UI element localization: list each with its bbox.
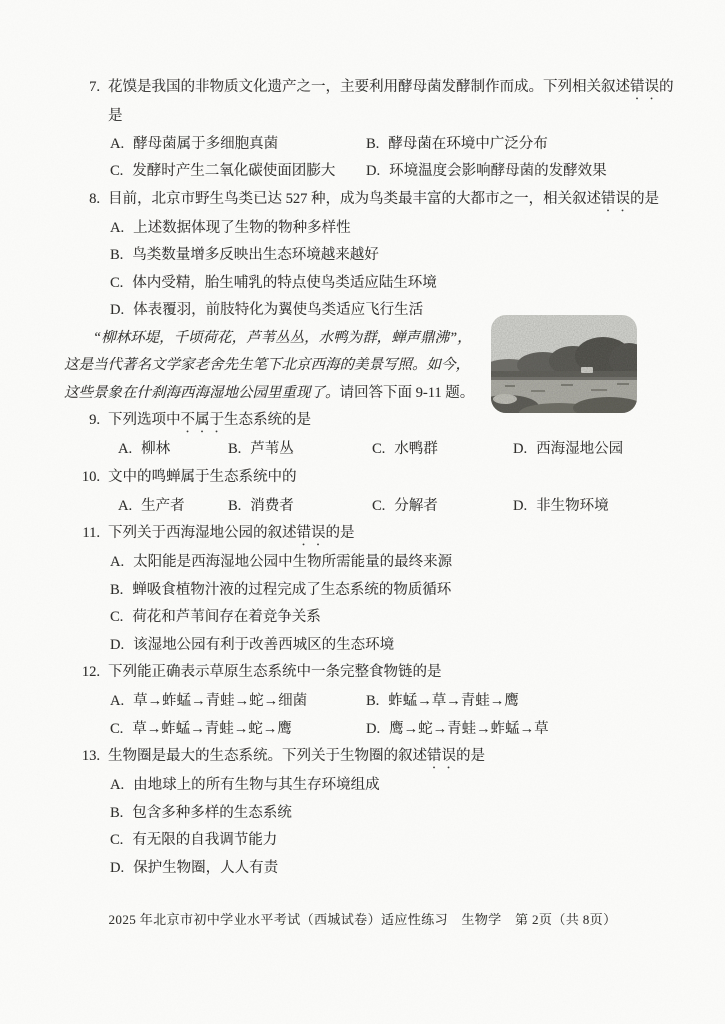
option-c: C. 分解者 [372, 497, 438, 514]
question-7-options [110, 131, 683, 186]
option-d: D. 环境温度会影响酵母菌的发酵效果 [366, 163, 607, 179]
option-d: D. 该湿地公园有利于改善西城区的生态环境 [110, 636, 395, 653]
question-10 [64, 464, 683, 521]
option-b: B. 芦苇丛 [228, 441, 294, 457]
passage-line-2: 这是当代著名文学家老舍先生笔下北京西海的美景写照。如今， [64, 357, 470, 373]
question-7 [64, 74, 683, 186]
question-9 [64, 407, 683, 464]
question-11-stem: 下列关于西海湿地公园的叙述错误的是 [108, 525, 355, 541]
question-8-number: 8. [89, 190, 100, 207]
option-a: A. 生产者 [118, 497, 185, 514]
option-b: B. 包含多种多样的生态系统 [110, 804, 292, 821]
question-9-stem: 下列选项中不属于生态系统的是 [108, 412, 311, 428]
exam-content [64, 74, 683, 882]
question-11 [64, 520, 683, 659]
passage-line-1: “柳林环堤，千顷荷花，芦苇丛丛，水鸭为群，蝉声鼎沸”， [93, 329, 472, 346]
question-10-options [118, 493, 683, 521]
question-13 [64, 743, 683, 882]
question-7-stem: 花馍是我国的非物质文化遗产之一，主要利用酵母菌发酵制作而成。下列相关叙述错误的是 [108, 79, 674, 124]
option-c: C. 水鸭群 [372, 441, 438, 457]
question-8-stem: 目前，北京市野生鸟类已达 527 种，成为鸟类最丰富的大都市之一，相关叙述错误的是 [108, 190, 659, 207]
question-13-stem: 生物圈是最大的生态系统。下列关于生物圈的叙述错误的是 [108, 748, 485, 764]
option-b: B. 酵母菌在环境中广泛分布 [366, 135, 548, 152]
option-a: A. 上述数据体现了生物的物种多样性 [110, 219, 351, 236]
option-a: A. 太阳能是西海湿地公园中生物所需能量的最终来源 [110, 554, 453, 570]
option-a: A. 柳林 [118, 441, 171, 457]
question-12-options [110, 688, 683, 743]
page-footer: 2025 年北京市初中学业水平考试（西城试卷）适应性练习 生物学 第 2页（共 8页） [108, 912, 617, 927]
emphasized-word: 不属于 [180, 412, 224, 428]
question-9-options [118, 436, 683, 464]
question-10-number: 10. [81, 468, 100, 485]
option-d: D. 保护生物圈，人人有责 [110, 859, 279, 876]
question-8 [64, 186, 683, 325]
question-12-number: 12. [81, 664, 100, 680]
option-a: A. 由地球上的所有生物与其生存环境组成 [110, 777, 380, 793]
question-13-number: 13. [81, 748, 100, 764]
option-d: D. 鹰→蛇→青蛙→蚱蜢→草 [366, 720, 549, 737]
question-11-number: 11. [82, 525, 100, 541]
option-b: B. 蚱蜢→草→青蛙→鹰 [366, 693, 519, 709]
wetland-photo [491, 315, 637, 413]
question-12-stem: 下列能正确表示草原生态系统中一条完整食物链的是 [108, 664, 442, 680]
option-a: A. 草→蚱蜢→青蛙→蛇→细菌 [110, 693, 308, 709]
question-8-options [110, 215, 683, 325]
question-13-options [110, 772, 683, 882]
option-d: D. 体表覆羽，前肢特化为翼使鸟类适应飞行生活 [110, 302, 424, 318]
question-12 [64, 659, 683, 743]
question-11-options [110, 549, 683, 659]
option-c: C. 有无限的自我调节能力 [110, 832, 278, 848]
question-9-number: 9. [89, 412, 100, 428]
question-7-number: 7. [89, 79, 100, 95]
emphasized-word: 错误 [296, 525, 326, 541]
option-d: D. 西海湿地公园 [513, 441, 624, 457]
option-c: C. 体内受精，胎生哺乳的特点使鸟类适应陆生环境 [110, 274, 437, 291]
option-b: B. 鸟类数量增多反映出生态环境越来越好 [110, 247, 379, 263]
reading-passage [64, 325, 488, 408]
passage-line-3: 这些景象在什刹海西海湿地公园里重现了。请回答下面 9-11 题。 [64, 384, 475, 401]
option-a: A. 酵母菌属于多细胞真菌 [110, 135, 279, 152]
emphasized-word: 错误 [601, 190, 630, 207]
option-c: C. 草→蚱蜢→青蛙→蛇→鹰 [110, 720, 292, 737]
option-d: D. 非生物环境 [513, 497, 609, 514]
option-b: B. 消费者 [228, 497, 294, 514]
option-b: B. 蝉吸食植物汁液的过程完成了生态系统的物质循环 [110, 581, 452, 598]
question-10-stem: 文中的鸣蝉属于生态系统中的 [108, 468, 297, 485]
emphasized-word: 错误 [427, 748, 456, 764]
option-c: C. 发酵时产生二氧化碳使面团膨大 [110, 163, 336, 179]
emphasized-word: 错误 [630, 79, 659, 95]
option-c: C. 荷花和芦苇间存在着竞争关系 [110, 609, 321, 625]
